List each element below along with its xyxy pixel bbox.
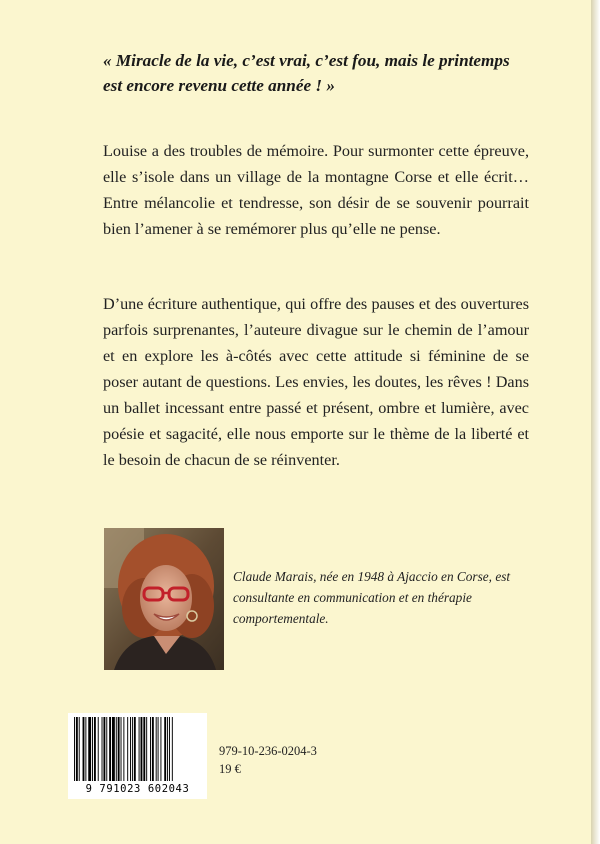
isbn-price-block — [219, 742, 317, 778]
author-photo — [104, 528, 224, 670]
cover-quote: « Miracle de la vie, c’est vrai, c’est fou, mais le printemps est encore revenu cette année ! » — [103, 51, 510, 95]
isbn-number: 979-10-236-0204-3 — [219, 744, 317, 758]
price: 19 € — [219, 762, 241, 776]
barcode-bars — [68, 713, 207, 783]
barcode-digits: 9 791023 602043 — [85, 783, 190, 795]
synopsis-paragraph-2: D’une écriture authentique, qui offre des pauses et des ouvertures parfois surprenantes, l’auteure divague sur le chemin de l’amour et en explore les à-côtés avec cette attitude si féminine de se poser autant de questions. Les envies, les doutes, les rêves ! Dans un ballet incessant entre passé et présent, ombre et lumière, avec poésie et sagacité, elle nous emporte sur le thème de la liberté et le besoin de chacun de se réinventer. — [103, 295, 529, 469]
page-edge — [591, 0, 600, 844]
barcode — [68, 713, 207, 799]
author-bio: Claude Marais, née en 1948 à Ajaccio en Corse, est consultante en communication et en thérapie comportementale. — [233, 569, 511, 626]
synopsis-paragraph-1: Louise a des troubles de mémoire. Pour surmonter cette épreuve, elle s’isole dans un village de la montagne Corse et elle écrit… Entre mélancolie et tendresse, son désir de se souvenir pourrait bien l’amener à se remémorer plus qu’elle ne pense. — [103, 142, 529, 238]
